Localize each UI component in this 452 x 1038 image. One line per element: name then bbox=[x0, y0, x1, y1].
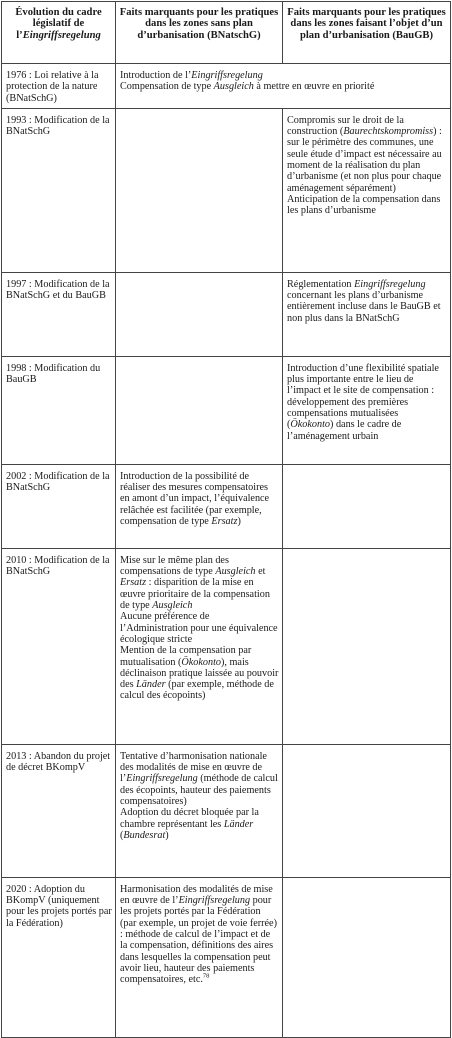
table-row bbox=[2, 464, 451, 548]
no-plan-cell bbox=[116, 108, 283, 272]
with-plan-cell bbox=[283, 272, 451, 356]
with-plan-cell bbox=[283, 744, 451, 877]
italic-term: Ersatz bbox=[120, 577, 147, 589]
evolution-table bbox=[1, 1, 451, 1038]
italic-term: Ausgleich bbox=[215, 566, 256, 578]
with-plan-cell bbox=[283, 464, 451, 548]
italic-term: Bundesrat bbox=[123, 829, 166, 841]
merged-cell bbox=[116, 64, 451, 109]
law-cell bbox=[2, 272, 116, 356]
with-plan-cell bbox=[283, 548, 451, 744]
cell-paragraph: Introduction d’une flexibilité spatiale plus importante entre le lieu de l’impact et le site de compensation : développement des premières compensations mutualisées (Ökokonto) dans le cadre de l’aménagement urbain bbox=[287, 362, 439, 442]
law-cell bbox=[2, 744, 116, 877]
law-cell bbox=[2, 548, 116, 744]
table-body bbox=[2, 64, 451, 1038]
cell-paragraph: Adoption du décret bloquée par la chambre représentant les Länder (Bundesrat) bbox=[120, 807, 259, 841]
no-plan-cell bbox=[116, 744, 283, 877]
footnote-ref[interactable]: 78 bbox=[202, 972, 210, 980]
table-row bbox=[2, 548, 451, 744]
law-cell bbox=[2, 108, 116, 272]
no-plan-cell bbox=[116, 356, 283, 464]
law-cell bbox=[2, 877, 116, 1037]
cell-paragraph: Tentative d’harmonisation nationale des modalités de mise en œuvre de l’Eingriffsregelung (méthode de calcul des écopoints, hauteur des paiements compensatoires) bbox=[120, 750, 278, 808]
header-cell-law: Évolution du cadre législatif de l’Eingriffsregelung bbox=[2, 2, 116, 64]
italic-term: Eingriffsregelung bbox=[126, 773, 198, 785]
italic-term: Ausgleich bbox=[152, 600, 193, 612]
cell-paragraph: Compensation de type Ausgleich à mettre en œuvre en priorité bbox=[120, 81, 375, 93]
italic-term: Ökokonto bbox=[181, 656, 222, 668]
cell-paragraph: Anticipation de la compensation dans les plans d’urbanisme bbox=[287, 193, 441, 217]
header-cell-with-plan: Faits marquants pour les pratiques dans les zones faisant l’objet d’un plan d’urbanisation (BauGB) bbox=[283, 2, 451, 64]
table-row bbox=[2, 108, 451, 272]
italic-term: Baurechtskompromiss bbox=[343, 126, 434, 138]
with-plan-cell bbox=[283, 356, 451, 464]
table-row bbox=[2, 744, 451, 877]
with-plan-cell bbox=[283, 877, 451, 1037]
italic-term: Ausgleich bbox=[213, 81, 254, 93]
italic-term: Länder bbox=[223, 818, 254, 830]
cell-paragraph: 2020 : Adoption du BKompV (uniquement pour les projets portés par la Fédération) bbox=[6, 883, 112, 929]
cell-paragraph: 2002 : Modification de la BNatSchG bbox=[6, 470, 110, 494]
cell-paragraph: 1993 : Modification de la BNatSchG bbox=[6, 114, 110, 138]
cell-paragraph: Aucune préférence de l’Administration pour une équivalence écologique stricte bbox=[120, 611, 278, 645]
cell-paragraph: 2013 : Abandon du projet de décret BKompV bbox=[6, 750, 111, 774]
table-row bbox=[2, 877, 451, 1037]
cell-paragraph: Mise sur le même plan des compensations de type Ausgleich et Ersatz : disparition de la mise en œuvre prioritaire de la compensation de type Ausgleich bbox=[120, 554, 270, 612]
cell-paragraph: Harmonisation des modalités de mise en œuvre de l’Eingriffsregelung pour les projets portés par la Fédération (par exemple, un projet de voie ferrée) : méthode de calcul de l’impact et de la compensation, définitions des aires dans lesquelles la compensation peut avoir lieu, hauteur des paiements compensatoires, etc.$^{78}$ bbox=[120, 883, 277, 986]
cell-paragraph: Mention de la compensation par mutualisation (Ökokonto), mais déclinaison pratique laissée au pouvoir des Länder (par exemple, méthode de calcul des écopoints) bbox=[120, 645, 279, 702]
header-cell-no-plan: Faits marquants pour les pratiques dans les zones sans plan d’urbanisation (BNatschG) bbox=[116, 2, 283, 64]
cell-paragraph: 2010 : Modification de la BNatSchG bbox=[6, 554, 110, 578]
header-row bbox=[2, 2, 451, 64]
no-plan-cell bbox=[116, 877, 283, 1037]
law-cell bbox=[2, 464, 116, 548]
italic-term: Eingriffsregelung bbox=[178, 895, 251, 907]
italic-term: Ersatz bbox=[211, 516, 238, 528]
cell-paragraph: 1998 : Modification du BauGB bbox=[6, 362, 101, 386]
law-cell bbox=[2, 356, 116, 464]
no-plan-cell bbox=[116, 272, 283, 356]
table-row bbox=[2, 356, 451, 464]
italic-term: Ökokonto bbox=[290, 419, 331, 431]
italic-term: Eingriffsregelung bbox=[191, 70, 263, 81]
cell-paragraph: Réglementation Eingriffsregelung concernant les plans d’urbanisme entièrement incluse dans le BauGB et non plus dans la BNatSchG bbox=[287, 278, 441, 324]
italic-term: Eingriffsregelung bbox=[354, 278, 426, 290]
no-plan-cell bbox=[116, 548, 283, 744]
law-cell bbox=[2, 64, 116, 109]
italic-term: Länder bbox=[136, 679, 166, 691]
with-plan-cell bbox=[283, 108, 451, 272]
no-plan-cell bbox=[116, 464, 283, 548]
cell-paragraph: Compromis sur le droit de la construction (Baurechtskompromiss) : sur le périmètre des communes, une seule étude d’impact est nécessaire au moment de la réalisation du plan d’urbanisme (et non plus pour chaque aménagement séparément) bbox=[287, 114, 442, 194]
cell-paragraph: 1976 : Loi relative à la protection de la nature (BNatSchG) bbox=[6, 70, 99, 104]
cell-paragraph: 1997 : Modification de la BNatSchG et du BauGB bbox=[6, 278, 110, 302]
cell-paragraph: Introduction de la possibilité de réaliser des mesures compensatoires en amont d’un impact, l’équivalence relâchée est facilitée (par exemple, compensation de type Ersatz) bbox=[120, 470, 270, 528]
table-row bbox=[2, 272, 451, 356]
italic-term: Eingriffsregelung bbox=[22, 29, 101, 41]
table-row bbox=[2, 64, 451, 109]
cell-paragraph: Introduction de l’Eingriffsregelung bbox=[120, 70, 263, 81]
